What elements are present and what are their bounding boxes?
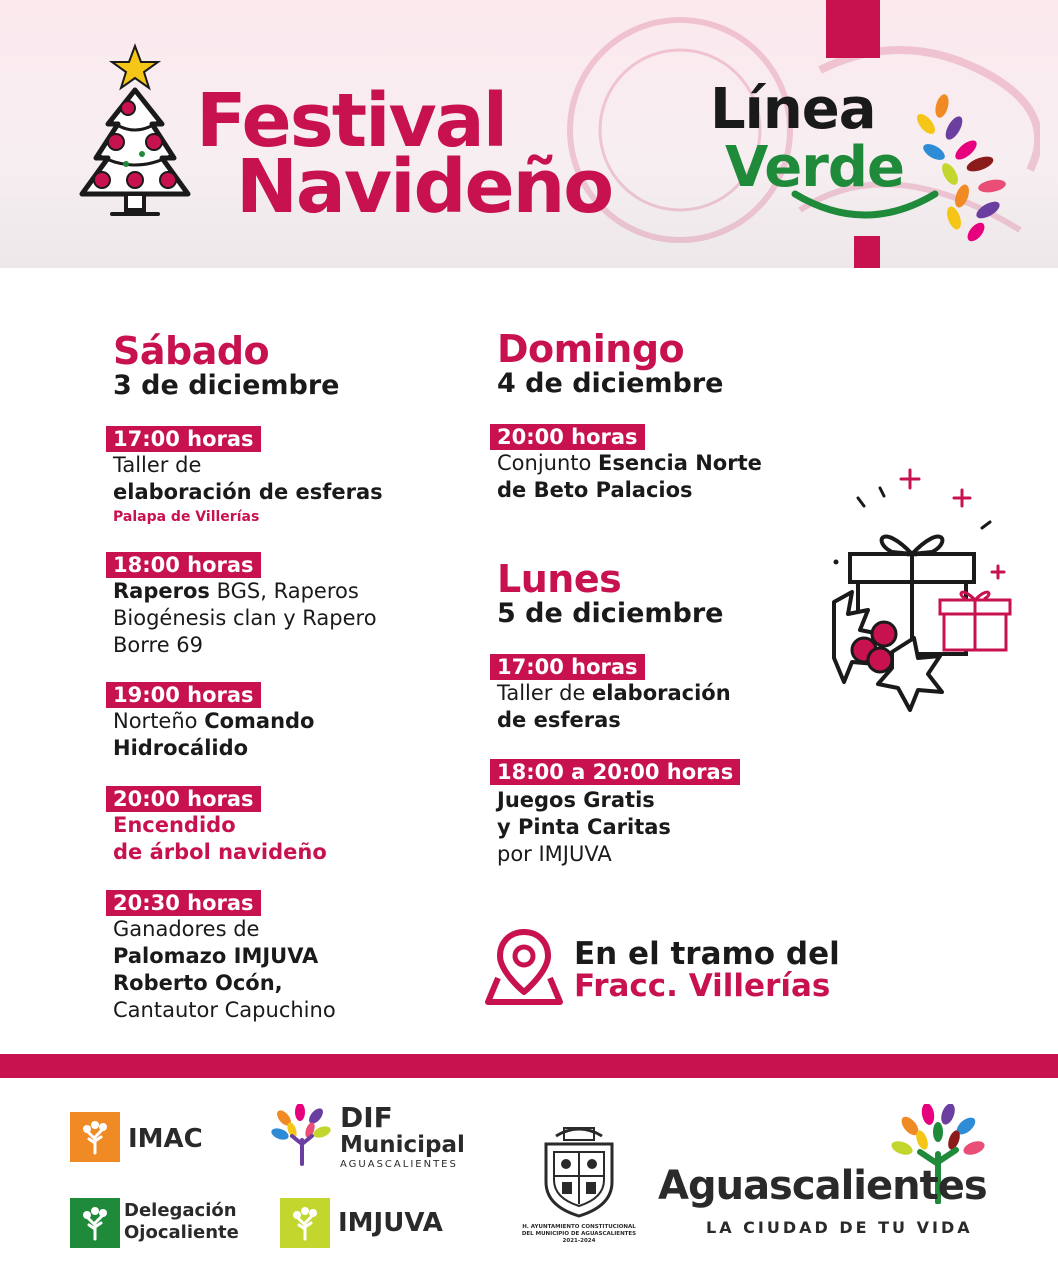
sunday-date: 4 de diciembre [497, 368, 724, 399]
monday-day: Lunes [497, 557, 622, 601]
accent-bar-bottom [854, 236, 880, 268]
event-line: de árbol navideño [113, 840, 327, 864]
christmas-tree-icon [72, 42, 198, 224]
sunday-day: Domingo [497, 327, 685, 371]
event-description [113, 812, 327, 866]
dif-line3: AGUASCALIENTES [340, 1159, 458, 1170]
event-description [113, 708, 315, 762]
event-line: Conjunto [497, 451, 599, 475]
event-description [497, 787, 671, 868]
event-place: Palapa de Villerías [113, 509, 260, 525]
event-description [497, 450, 762, 504]
time-tag: 18:00 horas [106, 552, 261, 578]
seal-caption-line3: 2021-2024 [562, 1238, 596, 1244]
brand-linea: Línea [710, 77, 876, 142]
time-tag: 20:00 horas [490, 424, 645, 450]
monday-date: 5 de diciembre [497, 598, 724, 629]
event-line: Borre 69 [113, 633, 204, 657]
city-name: Aguascalientes [658, 1163, 987, 1209]
city-tagline: LA CIUDAD DE TU VIDA [706, 1218, 973, 1237]
event-line-bold: elaboración [592, 681, 731, 705]
time-tag: 19:00 horas [106, 682, 261, 708]
event-description [497, 680, 731, 734]
title-festival: Festival [196, 78, 507, 164]
accent-bar-top [826, 0, 880, 58]
seal-caption [516, 1224, 642, 1245]
time-tag: 20:00 horas [106, 786, 261, 812]
saturday-date: 3 de diciembre [113, 370, 340, 401]
event-line: Ganadores de [113, 917, 260, 941]
seal-caption-line2: DEL MUNICIPIO DE AGUASCALIENTES [521, 1231, 637, 1237]
colorful-leaves-icon [910, 92, 1020, 244]
gift-holly-icon [822, 462, 1014, 714]
event-line: por IMJUVA [497, 842, 612, 866]
time-tag: 17:00 horas [106, 426, 261, 452]
imac-logo-icon [70, 1112, 120, 1162]
location-line2: Fracc. Villerías [574, 968, 831, 1004]
event-description [113, 452, 383, 506]
event-line: Roberto Ocón, [113, 971, 283, 995]
delegacion-logo-icon [70, 1198, 120, 1248]
event-line: Cantautor Capuchino [113, 998, 336, 1022]
saturday-day: Sábado [113, 329, 270, 373]
location-line1: En el tramo del [574, 936, 840, 972]
seal-caption-line1: H. AYUNTAMIENTO CONSTITUCIONAL [522, 1224, 636, 1230]
time-tag: 20:30 horas [106, 890, 261, 916]
event-line-bold: Esencia Norte [598, 451, 762, 475]
header-banner [0, 0, 1058, 268]
footer [0, 1078, 1058, 1280]
event-line: Taller de [113, 453, 202, 477]
event-line: Encendido [113, 813, 236, 837]
brand-verde: Verde [725, 135, 904, 200]
event-line: Biogénesis clan y Rapero [113, 606, 377, 630]
imjuva-label: IMJUVA [338, 1208, 443, 1238]
event-line: Taller de [497, 681, 593, 705]
footer-divider [0, 1054, 1058, 1078]
event-line: elaboración de esferas [113, 480, 383, 504]
event-line: de Beto Palacios [497, 478, 693, 502]
municipal-seal-icon [536, 1122, 622, 1218]
event-line: BGS, Raperos [209, 579, 359, 603]
delegacion-line2: Ojocaliente [124, 1222, 239, 1243]
dif-line1: DIF [340, 1101, 393, 1134]
event-description [113, 578, 377, 659]
event-line: Palomazo IMJUVA [113, 944, 319, 968]
dif-line2: Municipal [340, 1132, 465, 1158]
event-line: Norteño [113, 709, 205, 733]
event-description [113, 916, 336, 1024]
location-pin-icon [484, 926, 564, 1006]
event-line: Juegos Gratis [497, 788, 655, 812]
event-line-bold: Raperos [113, 579, 210, 603]
event-line: Hidrocálido [113, 736, 249, 760]
title-navideno: Navideño [236, 144, 613, 230]
event-line: de esferas [497, 708, 621, 732]
time-tag: 17:00 horas [490, 654, 645, 680]
time-tag: 18:00 a 20:00 horas [490, 759, 740, 785]
imjuva-logo-icon [280, 1198, 330, 1248]
dif-label [340, 1101, 465, 1170]
event-line-bold: Comando [204, 709, 315, 733]
imac-label: IMAC [128, 1124, 203, 1154]
delegacion-label [124, 1200, 239, 1244]
delegacion-line1: Delegación [124, 1200, 237, 1221]
event-line: y Pinta Caritas [497, 815, 671, 839]
dif-logo-icon [270, 1104, 334, 1168]
